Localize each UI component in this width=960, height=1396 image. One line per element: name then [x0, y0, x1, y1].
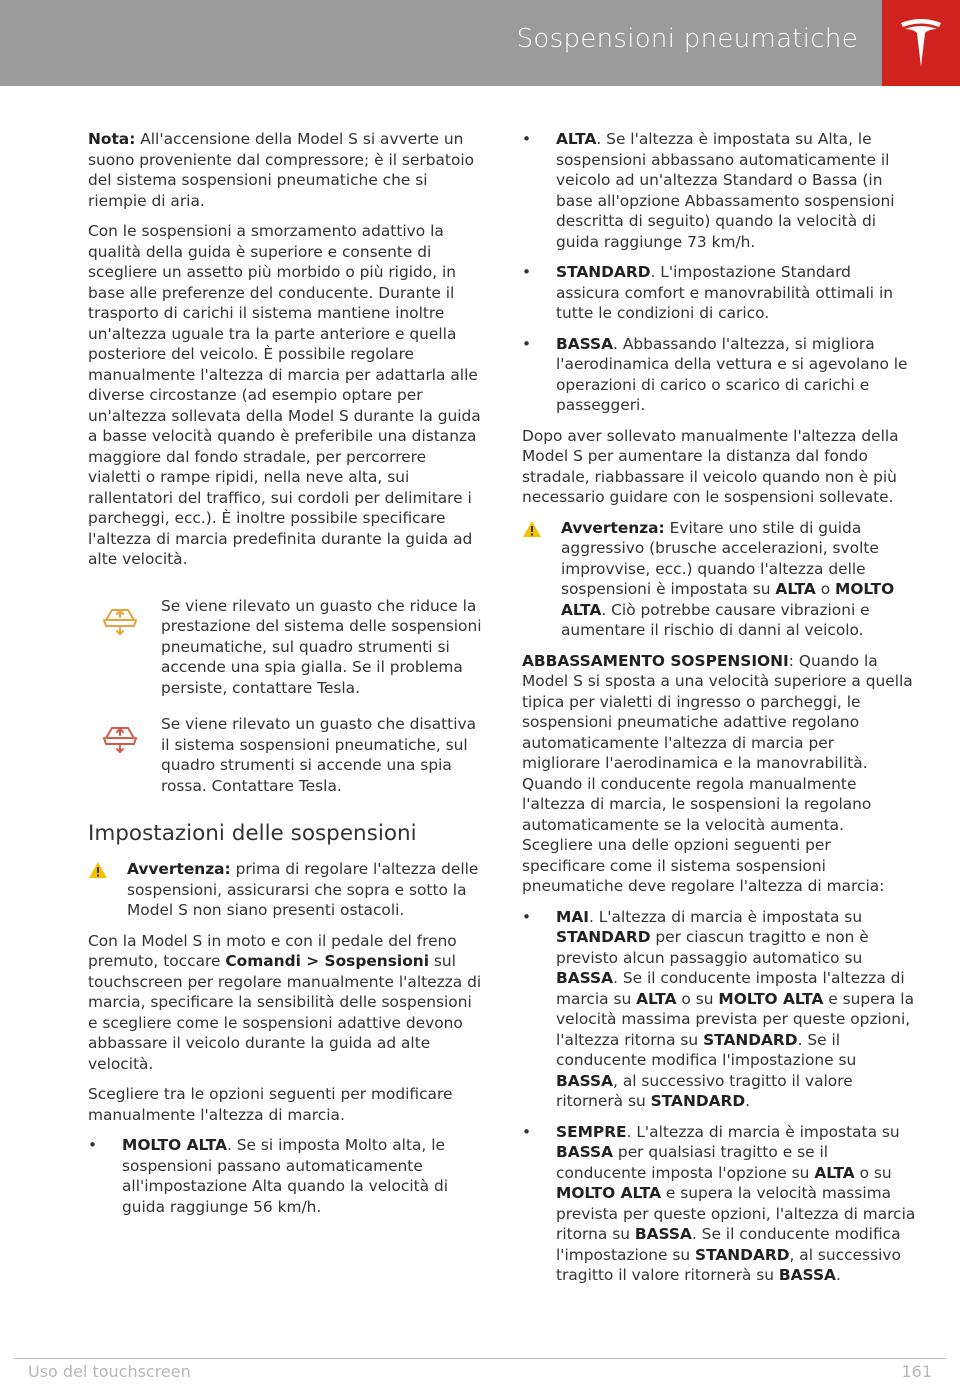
option-ref: BASSA — [556, 1071, 614, 1090]
menu-path: Comandi > Sospensioni — [225, 952, 430, 970]
tesla-logo-icon — [899, 17, 943, 69]
list-item — [522, 129, 917, 252]
footer-divider — [14, 1358, 946, 1359]
option-ref: STANDARD — [650, 1092, 746, 1110]
bullet: • — [522, 263, 532, 281]
red-indicator-row — [88, 714, 482, 796]
option-ref: ALTA — [814, 1163, 855, 1182]
option-ref: BASSA — [556, 1143, 614, 1161]
suspension-red-icon — [102, 724, 138, 754]
warning-block — [522, 518, 917, 641]
text-span: . Ciò potrebbe causare vibrazioni e aumentare il rischio di danni al veicolo. — [561, 600, 870, 639]
option-ref: BASSA — [556, 969, 614, 987]
text-span: : Quando la Model S si sposta a una velocità superiore a quella tipica per vialetti di ingresso o parcheggi, le sospensioni pneumatiche adattive regolano automaticamente l'altezza di marcia per migliorare l'aerodinamica e la manovrabilità. Quando il conducente regola manualmente l'altezza di marcia, le sospensioni la regolano automaticamente se la velocità aumenta. Scegliere una delle opzioni seguenti per specificare come il sistema sospensioni pneumatiche deve regolare l'altezza di marcia: — [522, 651, 913, 895]
note-text: All'accensione della Model S si avverte un suono proveniente dal compressore; è il serbatoio del sistema sospensioni pneumatiche che si riempie di aria. — [88, 130, 475, 210]
text-span: sul touchscreen per regolare manualmente l'altezza di marcia, specificare la sensibilità delle sospensioni e scegliere come le sospensioni adattive devono abbassare il veicolo durante la guida ad alte velocità. — [88, 952, 482, 1073]
height-options-list — [88, 1135, 482, 1217]
yellow-indicator-row — [88, 596, 482, 699]
text-span: . Se il conducente imposta l'altezza di marcia su — [556, 969, 905, 1008]
page-title: Sospensioni pneumatiche — [516, 24, 858, 54]
option-label: MAI — [556, 907, 589, 926]
page-header — [0, 0, 960, 86]
note-paragraph — [88, 129, 482, 211]
height-options-list-cont — [522, 129, 917, 416]
bullet: • — [522, 1122, 532, 1141]
lower-paragraph: Dopo aver sollevato manualmente l'altezza della Model S per aumentare la distanza dal fondo stradale, riabbassare il veicolo quando non è più necessario guidare con le sospensioni sollevate. — [522, 426, 899, 506]
intro-paragraph: Con le sospensioni a smorzamento adattivo la qualità della guida è superiore e consente di scegliere un assetto più morbido o più rigido, in base alle preferenze del conducente. Durante il trasporto di carichi il sistema mantiene inoltre un'altezza uguale tra la parte anteriore e quella posteriore del veicolo. È possibile regolare manualmente l'altezza di marcia per adattarla alle diverse circostanze (ad esempio optare per un'altezza sollevata della Model S durante la guida a basse velocità quando è preferibile una distanza maggiore dal fondo stradale, per percorrere vialetti o rampe ripidi, nella neve alta, sui rallentatori del traffico, sui cordoli per delimitare i parcheggi, ecc.). È inoltre possibile specificare l'altezza di marcia predefinita durante la guida ad alte velocità. — [88, 222, 481, 568]
option-label: MOLTO ALTA — [122, 1136, 227, 1154]
lowering-label: ABBASSAMENTO SOSPENSIONI — [522, 651, 789, 670]
text-span: . L'altezza di marcia è impostata su — [588, 907, 863, 926]
option-ref: STANDARD — [703, 1030, 798, 1049]
text-span: . L'altezza di marcia è impostata su — [626, 1122, 900, 1141]
controls-paragraph — [88, 931, 482, 1075]
option-ref: MOLTO ALTA — [561, 580, 895, 619]
right-column — [522, 129, 917, 1296]
list-item — [522, 907, 917, 1112]
page-number: 161 — [901, 1362, 932, 1381]
text-span: o su — [854, 1163, 892, 1182]
left-column — [88, 129, 482, 1227]
warning-text: prima di regolare l'altezza delle sospensioni, assicurarsi che sopra e sotto la Model S non siano presenti ostacoli. — [127, 860, 479, 919]
suspension-yellow-icon — [102, 606, 138, 636]
option-ref: MOLTO ALTA — [718, 989, 824, 1008]
option-ref: BASSA — [778, 1266, 836, 1284]
option-ref: ALTA — [775, 580, 816, 598]
lowering-paragraph — [522, 651, 917, 897]
text-span: e supera la velocità massima prevista per queste opzioni, l'altezza ritorna su — [556, 989, 915, 1049]
option-ref: MOLTO ALTA — [556, 1184, 661, 1202]
warning-icon — [522, 520, 542, 538]
text-span: , al successivo tragitto il valore ritornerà su — [556, 1071, 853, 1110]
text-span: Evitare uno stile di guida aggressivo (brusche accelerazioni, svolte improvvise, ecc.) quando l'altezza delle sospensioni è impostata su — [561, 518, 879, 598]
text-span: e supera la velocità massima prevista per queste opzioni, l'altezza di marcia ritorna su — [556, 1184, 916, 1243]
bullet: • — [522, 907, 532, 926]
text-span: o su — [676, 989, 719, 1008]
bullet: • — [522, 130, 532, 148]
option-label: ALTA — [556, 130, 597, 148]
text-span: . — [745, 1092, 751, 1110]
note-label: Nota: — [88, 130, 136, 148]
section-heading: Impostazioni delle sospensioni — [88, 821, 417, 846]
option-label: STANDARD — [556, 263, 651, 281]
red-indicator-text: Se viene rilevato un guasto che disattiva il sistema sospensioni pneumatiche, sul quadro strumenti si accende una spia rossa. Contattare Tesla. — [161, 715, 477, 795]
option-label: BASSA — [556, 334, 614, 353]
logo-box — [882, 0, 960, 86]
warning-label: Avvertenza: — [127, 860, 231, 878]
option-text: . L'impostazione Standard assicura comfort e manovrabilità ottimali in tutte le condizioni di carico. — [556, 263, 894, 322]
list-item — [522, 1122, 917, 1286]
option-label: SEMPRE — [556, 1122, 627, 1141]
text-span: , al successivo tragitto il valore ritornerà su — [556, 1245, 901, 1284]
list-item — [88, 1135, 482, 1217]
list-item — [522, 334, 917, 416]
option-ref: BASSA — [634, 1225, 692, 1243]
option-text: . Se l'altezza è impostata su Alta, le sospensioni abbassano automaticamente il veicolo ad un'altezza Standard o Bassa (in base all'opzione Abbassamento sospensioni descritta di seguito) quando la velocità di guida raggiunge 73 km/h. — [556, 130, 895, 251]
option-text: . Abbassando l'altezza, si migliora l'aerodinamica della vettura e si agevolano le operazioni di carico o scarico di carichi e passeggeri. — [556, 334, 908, 414]
text-span: Con la Model S in moto e con il pedale del freno premuto, toccare — [88, 931, 457, 970]
options-paragraph: Scegliere tra le opzioni seguenti per modificare manualmente l'altezza di marcia. — [88, 1085, 453, 1124]
lowering-options-list — [522, 907, 917, 1286]
yellow-indicator-text: Se viene rilevato un guasto che riduce la prestazione del sistema delle sospensioni pneumatiche, sul quadro strumenti si accende una spia gialla. Se il problema persiste, contattare Tesla. — [161, 596, 482, 697]
text-span: . Se il conducente modifica l'impostazione su — [556, 1225, 901, 1264]
option-text: . Se si imposta Molto alta, le sospensioni passano automaticamente all'impostazione Alta quando la velocità di guida raggiunge 56 km/h. — [122, 1136, 448, 1216]
option-ref: ALTA — [636, 989, 677, 1008]
bullet: • — [88, 1136, 98, 1154]
list-item — [522, 262, 917, 324]
text-span: . Se il conducente modifica l'impostazione su — [556, 1030, 857, 1069]
warning-block — [88, 859, 482, 921]
option-ref: STANDARD — [556, 928, 651, 946]
bullet: • — [522, 334, 532, 353]
text-span: o — [815, 580, 835, 598]
text-span: per ciascun tragitto e non è previsto alcun passaggio automatico su — [556, 928, 869, 967]
text-span: . — [835, 1266, 841, 1284]
warning-label: Avvertenza: — [561, 518, 665, 537]
option-ref: STANDARD — [695, 1245, 790, 1264]
text-span: per qualsiasi tragitto e se il conducente imposta l'opzione su — [556, 1143, 829, 1182]
footer-section: Uso del touchscreen — [28, 1362, 191, 1381]
warning-icon — [88, 861, 108, 879]
